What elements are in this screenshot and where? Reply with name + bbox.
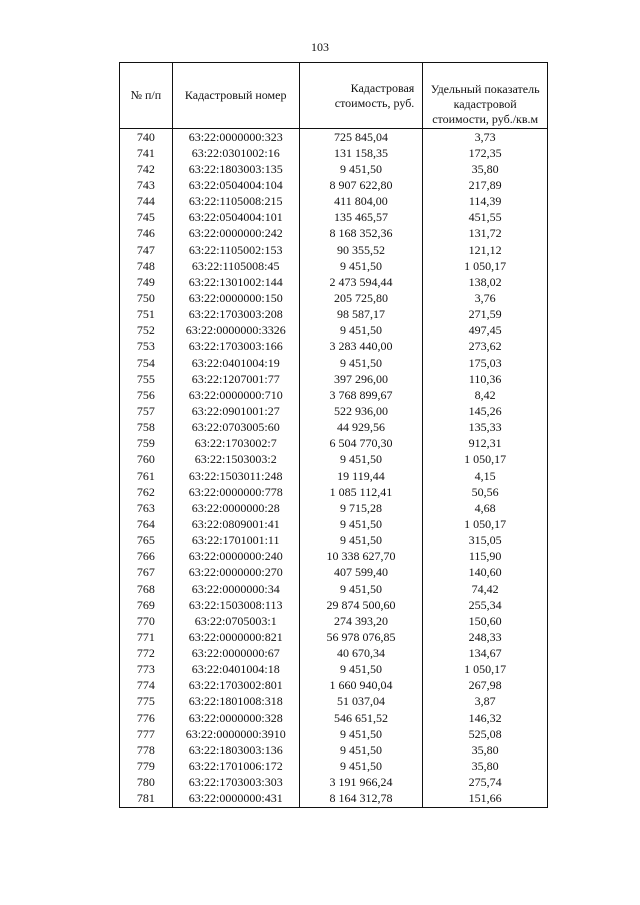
table-row — [120, 258, 548, 274]
specific-index: 114,39 — [423, 194, 548, 210]
cadastral-number: 63:22:1803003:136 — [172, 742, 299, 758]
cadastral-number: 63:22:0000000:778 — [172, 484, 299, 500]
specific-index: 248,33 — [423, 629, 548, 645]
row-number: 760 — [120, 452, 173, 468]
table-row — [120, 484, 548, 500]
cadastral-value: 9 451,50 — [299, 323, 423, 339]
table-row — [120, 339, 548, 355]
specific-index: 151,66 — [423, 791, 548, 808]
row-number: 746 — [120, 226, 173, 242]
cadastral-number: 63:22:0000000:431 — [172, 791, 299, 808]
row-number: 750 — [120, 290, 173, 306]
row-number: 771 — [120, 629, 173, 645]
cadastral-number: 63:22:1105008:215 — [172, 194, 299, 210]
cadastral-value: 1 660 940,04 — [299, 678, 423, 694]
row-number: 748 — [120, 258, 173, 274]
row-number: 744 — [120, 194, 173, 210]
specific-index: 145,26 — [423, 403, 548, 419]
cadastral-number: 63:22:1105002:153 — [172, 242, 299, 258]
cadastral-value: 135 465,57 — [299, 210, 423, 226]
specific-index: 150,60 — [423, 613, 548, 629]
specific-index: 525,08 — [423, 726, 548, 742]
specific-index: 912,31 — [423, 436, 548, 452]
cadastral-value: 205 725,80 — [299, 290, 423, 306]
cadastral-number: 63:22:0000000:240 — [172, 549, 299, 565]
row-number: 762 — [120, 484, 173, 500]
specific-index: 121,12 — [423, 242, 548, 258]
cadastral-number: 63:22:1701001:11 — [172, 533, 299, 549]
cadastral-value: 522 936,00 — [299, 403, 423, 419]
specific-index: 451,55 — [423, 210, 548, 226]
cadastral-value: 9 451,50 — [299, 726, 423, 742]
header-specific-index: Удельный показатель кадастровой стоимости, руб./кв.м — [423, 63, 548, 129]
cadastral-value: 274 393,20 — [299, 613, 423, 629]
row-number: 755 — [120, 371, 173, 387]
cadastral-value: 1 085 112,41 — [299, 484, 423, 500]
cadastral-value: 2 473 594,44 — [299, 274, 423, 290]
cadastral-number: 63:22:1703002:7 — [172, 436, 299, 452]
cadastral-number: 63:22:1701006:172 — [172, 758, 299, 774]
row-number: 754 — [120, 355, 173, 371]
cadastral-value: 90 355,52 — [299, 242, 423, 258]
row-number: 745 — [120, 210, 173, 226]
cadastral-number: 63:22:0000000:3910 — [172, 726, 299, 742]
cadastral-value: 56 978 076,85 — [299, 629, 423, 645]
row-number: 779 — [120, 758, 173, 774]
specific-index: 35,80 — [423, 742, 548, 758]
row-number: 777 — [120, 726, 173, 742]
table-row — [120, 387, 548, 403]
specific-index: 1 050,17 — [423, 662, 548, 678]
specific-index: 217,89 — [423, 177, 548, 193]
specific-index: 255,34 — [423, 597, 548, 613]
table-row — [120, 177, 548, 193]
cadastral-value: 546 651,52 — [299, 710, 423, 726]
row-number: 761 — [120, 468, 173, 484]
row-number: 780 — [120, 775, 173, 791]
row-number: 772 — [120, 646, 173, 662]
cadastral-value: 8 907 622,80 — [299, 177, 423, 193]
header-cadastral-value: Кадастровая стоимость, руб. — [299, 63, 423, 129]
specific-index: 110,36 — [423, 371, 548, 387]
table-row — [120, 565, 548, 581]
specific-index: 1 050,17 — [423, 452, 548, 468]
specific-index: 131,72 — [423, 226, 548, 242]
row-number: 749 — [120, 274, 173, 290]
table-row — [120, 145, 548, 161]
cadastral-number: 63:22:1301002:144 — [172, 274, 299, 290]
cadastral-value: 411 804,00 — [299, 194, 423, 210]
specific-index: 1 050,17 — [423, 516, 548, 532]
specific-index: 271,59 — [423, 307, 548, 323]
cadastral-number: 63:22:1703003:208 — [172, 307, 299, 323]
cadastral-value: 9 451,50 — [299, 452, 423, 468]
specific-index: 146,32 — [423, 710, 548, 726]
cadastral-value: 6 504 770,30 — [299, 436, 423, 452]
specific-index: 134,67 — [423, 646, 548, 662]
specific-index: 315,05 — [423, 533, 548, 549]
row-number: 774 — [120, 678, 173, 694]
cadastral-number: 63:22:0705003:1 — [172, 613, 299, 629]
specific-index: 50,56 — [423, 484, 548, 500]
row-number: 747 — [120, 242, 173, 258]
cadastral-value: 407 599,40 — [299, 565, 423, 581]
table-row — [120, 420, 548, 436]
row-number: 763 — [120, 500, 173, 516]
cadastral-value: 9 715,28 — [299, 500, 423, 516]
cadastral-value-table — [119, 62, 548, 808]
table-row — [120, 694, 548, 710]
row-number: 776 — [120, 710, 173, 726]
cadastral-value: 9 451,50 — [299, 355, 423, 371]
row-number: 765 — [120, 533, 173, 549]
row-number: 741 — [120, 145, 173, 161]
specific-index: 8,42 — [423, 387, 548, 403]
cadastral-number: 63:22:0000000:28 — [172, 500, 299, 516]
row-number: 758 — [120, 420, 173, 436]
cadastral-number: 63:22:1503008:113 — [172, 597, 299, 613]
cadastral-value: 9 451,50 — [299, 758, 423, 774]
table-row — [120, 742, 548, 758]
row-number: 740 — [120, 129, 173, 146]
row-number: 751 — [120, 307, 173, 323]
table-row — [120, 726, 548, 742]
row-number: 752 — [120, 323, 173, 339]
cadastral-number: 63:22:0703005:60 — [172, 420, 299, 436]
cadastral-number: 63:22:0000000:242 — [172, 226, 299, 242]
cadastral-number: 63:22:1207001:77 — [172, 371, 299, 387]
table-row — [120, 323, 548, 339]
row-number: 770 — [120, 613, 173, 629]
cadastral-number: 63:22:0000000:67 — [172, 646, 299, 662]
cadastral-value: 9 451,50 — [299, 533, 423, 549]
table-row — [120, 307, 548, 323]
specific-index: 4,15 — [423, 468, 548, 484]
cadastral-number: 63:22:0301002:16 — [172, 145, 299, 161]
specific-index: 267,98 — [423, 678, 548, 694]
cadastral-value: 40 670,34 — [299, 646, 423, 662]
table-row — [120, 549, 548, 565]
cadastral-value: 9 451,50 — [299, 662, 423, 678]
table-row — [120, 371, 548, 387]
table-row — [120, 226, 548, 242]
specific-index: 3,76 — [423, 290, 548, 306]
table-row — [120, 533, 548, 549]
specific-index: 3,73 — [423, 129, 548, 146]
table-body — [120, 129, 548, 808]
table-row — [120, 758, 548, 774]
table-row — [120, 662, 548, 678]
table-row — [120, 775, 548, 791]
cadastral-value: 9 451,50 — [299, 516, 423, 532]
cadastral-number: 63:22:0000000:323 — [172, 129, 299, 146]
table-row — [120, 468, 548, 484]
cadastral-value: 10 338 627,70 — [299, 549, 423, 565]
specific-index: 74,42 — [423, 581, 548, 597]
specific-index: 4,68 — [423, 500, 548, 516]
row-number: 759 — [120, 436, 173, 452]
table-row — [120, 710, 548, 726]
cadastral-number: 63:22:1703002:801 — [172, 678, 299, 694]
cadastral-number: 63:22:1803003:135 — [172, 161, 299, 177]
table-row — [120, 274, 548, 290]
cadastral-value: 131 158,35 — [299, 145, 423, 161]
row-number: 753 — [120, 339, 173, 355]
specific-index: 115,90 — [423, 549, 548, 565]
cadastral-number: 63:22:1503003:2 — [172, 452, 299, 468]
table-row — [120, 403, 548, 419]
row-number: 756 — [120, 387, 173, 403]
cadastral-number: 63:22:1703003:303 — [172, 775, 299, 791]
row-number: 767 — [120, 565, 173, 581]
specific-index: 35,80 — [423, 758, 548, 774]
table-row — [120, 581, 548, 597]
cadastral-value: 3 191 966,24 — [299, 775, 423, 791]
cadastral-number: 63:22:1105008:45 — [172, 258, 299, 274]
cadastral-value: 397 296,00 — [299, 371, 423, 387]
specific-index: 172,35 — [423, 145, 548, 161]
cadastral-number: 63:22:0000000:150 — [172, 290, 299, 306]
specific-index: 273,62 — [423, 339, 548, 355]
header-num: № п/п — [120, 63, 173, 129]
specific-index: 275,74 — [423, 775, 548, 791]
cadastral-value: 8 168 352,36 — [299, 226, 423, 242]
row-number: 764 — [120, 516, 173, 532]
table-row — [120, 290, 548, 306]
row-number: 766 — [120, 549, 173, 565]
cadastral-value: 44 929,56 — [299, 420, 423, 436]
row-number: 742 — [120, 161, 173, 177]
cadastral-number: 63:22:0000000:3326 — [172, 323, 299, 339]
specific-index: 1 050,17 — [423, 258, 548, 274]
cadastral-number: 63:22:0401004:19 — [172, 355, 299, 371]
specific-index: 140,60 — [423, 565, 548, 581]
table-row — [120, 161, 548, 177]
table-row — [120, 355, 548, 371]
table-row — [120, 629, 548, 645]
specific-index: 135,33 — [423, 420, 548, 436]
cadastral-number: 63:22:0809001:41 — [172, 516, 299, 532]
cadastral-value: 9 451,50 — [299, 742, 423, 758]
table-row — [120, 646, 548, 662]
specific-index: 35,80 — [423, 161, 548, 177]
specific-index: 138,02 — [423, 274, 548, 290]
cadastral-number: 63:22:0401004:18 — [172, 662, 299, 678]
page-number: 103 — [311, 40, 329, 54]
cadastral-number: 63:22:0000000:328 — [172, 710, 299, 726]
cadastral-value: 3 283 440,00 — [299, 339, 423, 355]
cadastral-number: 63:22:0000000:710 — [172, 387, 299, 403]
cadastral-value: 19 119,44 — [299, 468, 423, 484]
cadastral-number: 63:22:0504004:104 — [172, 177, 299, 193]
table-row — [120, 242, 548, 258]
row-number: 769 — [120, 597, 173, 613]
cadastral-number: 63:22:1503011:248 — [172, 468, 299, 484]
specific-index: 3,87 — [423, 694, 548, 710]
cadastral-number: 63:22:0000000:821 — [172, 629, 299, 645]
table-row — [120, 613, 548, 629]
specific-index: 175,03 — [423, 355, 548, 371]
cadastral-value: 51 037,04 — [299, 694, 423, 710]
cadastral-number: 63:22:0000000:270 — [172, 565, 299, 581]
cadastral-number: 63:22:1703003:166 — [172, 339, 299, 355]
table-row — [120, 436, 548, 452]
specific-index: 497,45 — [423, 323, 548, 339]
table-row — [120, 452, 548, 468]
cadastral-value: 8 164 312,78 — [299, 791, 423, 808]
row-number: 773 — [120, 662, 173, 678]
cadastral-number: 63:22:1801008:318 — [172, 694, 299, 710]
table-header-row — [120, 63, 548, 129]
table-row — [120, 678, 548, 694]
row-number: 757 — [120, 403, 173, 419]
cadastral-value: 725 845,04 — [299, 129, 423, 146]
cadastral-value: 29 874 500,60 — [299, 597, 423, 613]
table-row — [120, 129, 548, 146]
row-number: 743 — [120, 177, 173, 193]
cadastral-value: 3 768 899,67 — [299, 387, 423, 403]
row-number: 781 — [120, 791, 173, 808]
table-row — [120, 500, 548, 516]
table-row — [120, 194, 548, 210]
row-number: 778 — [120, 742, 173, 758]
table-row — [120, 516, 548, 532]
cadastral-number: 63:22:0000000:34 — [172, 581, 299, 597]
cadastral-number: 63:22:0504004:101 — [172, 210, 299, 226]
row-number: 768 — [120, 581, 173, 597]
table-row — [120, 597, 548, 613]
cadastral-value: 9 451,50 — [299, 581, 423, 597]
row-number: 775 — [120, 694, 173, 710]
table-row — [120, 210, 548, 226]
cadastral-value: 9 451,50 — [299, 258, 423, 274]
table-row — [120, 791, 548, 808]
cadastral-number: 63:22:0901001:27 — [172, 403, 299, 419]
cadastral-value: 9 451,50 — [299, 161, 423, 177]
header-cadastral-number: Кадастровый номер — [172, 63, 299, 129]
cadastral-value: 98 587,17 — [299, 307, 423, 323]
